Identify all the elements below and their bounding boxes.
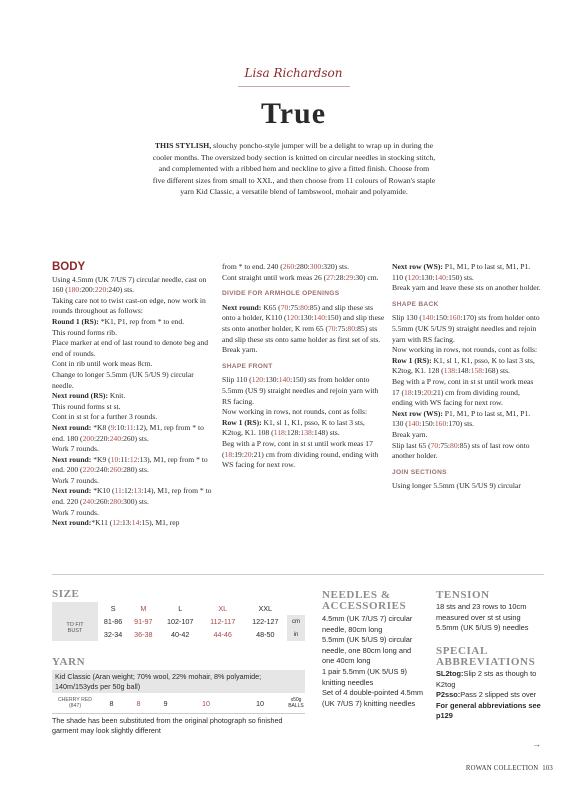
designer-name: Lisa Richardson (244, 66, 343, 80)
instruction-text: from * to end. 240 (260:280:300:320) sts. Cont straight until work meas 26 (27:28:29:30) cm. (222, 262, 379, 282)
bust-label: TO FIT BUST (66, 621, 84, 634)
ball-count: 10 (256, 698, 264, 708)
ball-count: 8 (109, 698, 114, 708)
size-value: 32-34 (98, 628, 128, 641)
abbreviations-heading: SPECIAL ABBREVIATIONS (436, 645, 536, 668)
yarn-table-wrap (52, 694, 305, 712)
instruction-text: Using longer 5.5mm (UK 5/US 9) circular (392, 481, 521, 491)
size-value: 112-117 (202, 615, 244, 628)
needles-heading: NEEDLES & ACCESSORIES (322, 589, 407, 612)
subheading-join: JOIN SECTIONS (392, 468, 447, 476)
abbreviation-item: P2sso:Pass 2 slipped sts over (436, 690, 537, 700)
size-value: 36-38 (128, 628, 158, 641)
needle-item: Set of 4 double-pointed 4.5mm (UK 7/US 7) knitting needles (322, 688, 424, 708)
size-table (52, 602, 305, 641)
intro-lead: THIS STYLISH, (154, 141, 212, 150)
size-value: 40-42 (159, 628, 202, 641)
size-corner-cell (52, 602, 98, 615)
size-value: 122-127 (244, 615, 287, 628)
designer-divider (238, 86, 350, 87)
instructions-column-3 (392, 262, 542, 492)
intro-text: slouchy poncho-style jumper will be a delight to wrap up in during the cooler months. The oversized body section is knitted on circular needles in stocking stitch, and complemented with a ribbed hem and neckline to give a fitted finish. Choose from five different sizes from small to XXL, and then choose from 11 colours of Rowan's staple yarn Kid Classic, a versatile blend of lambswool, mohair and polyamide. (152, 141, 436, 197)
size-value: 48-50 (244, 628, 287, 641)
needle-item: 5.5mm (UK 5/US 9) circular needle, one 80cm long and one 40cm long (322, 635, 413, 666)
abbreviations-list (436, 669, 544, 722)
size-label: XXL (258, 604, 273, 613)
instructions-column-2 (222, 262, 386, 471)
abbreviation-item: SL2tog:Slip 2 sts as though to K2tog (436, 669, 537, 689)
instructions-column-1 (52, 262, 214, 529)
instruction-text: Next round: K65 (70:75:80:85) and slip these sts onto a holder, K110 (120:130:140:150) and slip these sts onto another holder, K rem 65 (70:75:80:85) sts and slip these sts onto same holder as first set of sts. Break yarn. (222, 302, 385, 355)
size-heading: SIZE (52, 588, 80, 600)
tension-heading: TENSION (436, 589, 490, 601)
section-divider (52, 574, 544, 575)
yarn-heading: YARN (52, 656, 86, 668)
page-number: 103 (542, 765, 553, 772)
yarn-table-rule (52, 713, 305, 714)
size-value: 81-86 (98, 615, 128, 628)
page-footer: ROWAN COLLECTION 103 (465, 765, 553, 772)
needles-list (322, 614, 424, 709)
size-label: XL (218, 604, 228, 613)
size-value: 91-97 (128, 615, 158, 628)
yarn-table (52, 694, 305, 712)
size-label: M (140, 604, 147, 613)
instruction-text: Slip 130 (140:150:160:170) sts from holder onto 5.5mm (UK 5/US 9) straight needles and rejoin yarn with RS facing. Now working in rows, not rounds, cont as folls: Row 1 (RS): K1, sl 1, K1, psso, K to last 3 sts, K2tog, K1. 128 (138:148:158:168) sts. Beg with a P row, cont in st st until work meas 17 (18:19:20:21) cm from dividing round, ending with WS facing for next row. Next row (WS): P1, M1, P to last st, M1, P1. 130 (140:150:160:170) sts. Break yarn. Slip last 65 (70:75:80:85) sts of last row onto another holder. (392, 313, 540, 461)
yarn-colour-label: CHERRY RED (847) (57, 697, 93, 709)
pattern-title: True (260, 97, 327, 130)
size-value: 102-107 (159, 615, 202, 628)
unit-label: cm (292, 618, 300, 625)
ball-unit: x50g BALLS (288, 697, 304, 709)
needle-item: 1 pair 5.5mm (UK 5/US 9) knitting needles (322, 666, 408, 687)
instruction-text: Using 4.5mm (UK 7/US 7) circular needle, cast on 160 (180:200:220:240) sts. Taking care not to twist cast-on edge, now work in rounds throughout as follows: Round 1 (RS): *K1, P1, rep from * to end. This round forms rib. Place marker at end of last round to denote beg and end of rounds. Cont in rib until work meas 8cm. Change to longer 5.5mm (UK 5/US 9) circular needle. Next round (RS): Knit. This round forms st st. Cont in st st for a further 3 rounds. Next round: *K8 (9:10:11:12), M1, rep from * to end. 180 (200:220:240:260) sts. Work 7 rounds. Next round: *K9 (10:11:12:13), M1, rep from * to end. 200 (220:240:260:280) sts. Work 7 rounds. Next round: *K10 (11:12:13:14), M1, rep from * to end. 220 (240:260:280:300) sts. Work 7 rounds. Next round:*K11 (12:13:14:15), M1, rep (52, 274, 212, 528)
ball-count: 8 (136, 698, 141, 708)
instruction-text: Next row (WS): P1, M1, P to last st, M1, P1. 110 (120:130:140:150) sts. Break yarn and leave these sts on another holder. (392, 262, 541, 293)
needle-item: 4.5mm (UK 7/US 7) circular needle, 80cm long (322, 614, 413, 634)
yarn-note: The shade has been substituted from the original photograph so finished garment may look slightly different (52, 716, 283, 735)
size-value: 44-46 (202, 628, 244, 641)
size-header-row (52, 602, 305, 615)
yarn-description: Kid Classic (Aran weight; 70% wool, 22% mohair, 8% polyamide; 140m/153yds per 50g ball) (52, 670, 305, 693)
subheading-front: SHAPE FRONT (222, 362, 273, 370)
unit-cell (287, 602, 305, 615)
ball-count: 10 (202, 698, 210, 708)
yarn-row (52, 694, 305, 712)
tension-text: 18 sts and 23 rows to 10cm measured over st st using 5.5mm (UK 5/US 9) needles (436, 602, 529, 633)
general-abbreviations-ref: For general abbreviations see p129 (436, 700, 541, 721)
size-row-cm (52, 615, 305, 628)
instruction-text: Slip 110 (120:130:140:150) sts from holder onto 5.5mm (US 9) straight needles and rejoin yarn with RS facing. Now working in rows, not rounds, cont as folls: Row 1 (RS): K1, sl 1, K1, psso, K to last 3 sts, K2tog, K1. 108 (118:128:138:148) sts. Beg with a P row, cont in st st until work meas 17 (18:19:20:21) cm from dividing round, ending with WS facing for next row. (222, 375, 379, 470)
next-page-arrow-icon: → (532, 739, 541, 749)
subheading-armhole: DIVIDE FOR ARMHOLE OPENINGS (222, 290, 340, 298)
size-label: L (178, 604, 183, 613)
ball-count: 9 (163, 698, 168, 708)
subheading-back: SHAPE BACK (392, 300, 439, 308)
intro-paragraph (152, 140, 436, 198)
body-heading: BODY (52, 261, 86, 273)
unit-label: in (293, 631, 299, 638)
size-label: S (110, 604, 116, 613)
size-table-wrap (52, 602, 305, 641)
